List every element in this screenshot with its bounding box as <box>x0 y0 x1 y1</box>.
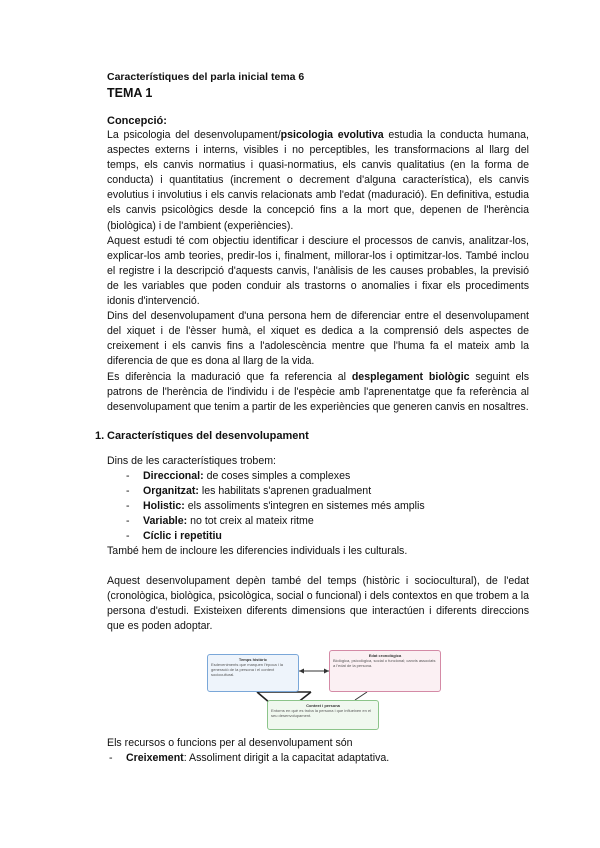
list-item <box>107 751 529 766</box>
box-title: Edat cronològica <box>368 653 402 659</box>
item-term: Organitzat: <box>143 484 199 497</box>
concepcio-paragraph-2: Aquest estudi té com objectiu identificar i desciure el processos de canvis, analitzar-los, explicar-los amb teories, predir-los i, finalment, millorar-los i optimitzar-los. També inclou el registre i la descripció d'aquests canvis, l'anàlisis de les causes probables, la previsió de les variables que poden conduir als trastorns o anomalies i fixar els procediments idonis d'intervenció. <box>107 234 529 308</box>
section-number: 1. <box>95 429 105 442</box>
diagram-box-edat <box>329 650 441 692</box>
tema-heading: TEMA 1 <box>107 86 153 100</box>
list-item <box>107 499 529 514</box>
dash: - <box>126 514 130 527</box>
item-desc: de coses simples a complexes <box>203 469 351 482</box>
item-desc: els assoliments s'integren en sistemes més amplis <box>184 499 425 512</box>
bold-term: desplegament biològic <box>351 370 470 383</box>
section-title: Característiques del desenvolupament <box>107 429 309 442</box>
item-term: Creixement <box>126 752 184 765</box>
dash: - <box>126 469 130 482</box>
dimensions-paragraph: Aquest desenvolupament depèn també del temps (històric i sociocultural), de l'edat (cronològica, biològica, psicològica, social o funcional) i dels contextos en que trobem a la persona d'estudi. Existeixen diferents dimensions que interactúen i diferents direccions que es poden adoptar. <box>107 574 529 633</box>
section-1-heading <box>95 429 529 443</box>
concepcio-paragraph-1 <box>107 128 529 234</box>
characteristics-intro: Dins de les característiques trobem: <box>107 454 276 467</box>
bold-term: psicologia evolutiva <box>280 129 384 141</box>
concepcio-paragraph-4 <box>107 370 529 415</box>
diagram-box-temps <box>207 654 299 692</box>
text-span: seguint els patrons de l'herència de l'individu i de l'espècie amb l'aprenentatge que fa referència al desenvolupament que tenim a partir de les experiències que generen canvis en nosaltres. <box>107 370 529 413</box>
dash: - <box>126 484 130 497</box>
dash: - <box>109 752 113 765</box>
dimensions-diagram <box>207 644 443 730</box>
text-span: Es diferència la maduració que fa referencia al <box>107 370 352 383</box>
list-item <box>107 469 529 484</box>
concepcio-paragraph-3: Dins del desenvolupament d'una persona hem de diferenciar entre el desenvolupament del xiquet i de l'èsser humà, el xiquet es dedica a la comprensió dels aspectes de creixement i els canvis fins a l'adolescència mentre que l'huma fa el mateix amb la diferencia de que es dona al llarg de la vida. <box>107 310 529 368</box>
box-text: Entorns en què es troba la persona i que influeixen en el seu desenvolupament. <box>271 708 372 719</box>
list-item <box>107 529 529 544</box>
list-item <box>107 484 529 499</box>
concepcio-heading: Concepció: <box>107 115 167 127</box>
item-desc: : Assoliment dirigit a la capacitat adaptativa. <box>183 752 390 765</box>
list-item <box>107 514 529 529</box>
box-title: Temps històric <box>238 657 268 663</box>
item-desc: les habilitats s'aprenen gradualment <box>198 484 372 497</box>
item-term: Variable: <box>143 514 188 527</box>
after-list-text: També hem de incloure les diferencies individuals i les culturals. <box>107 544 408 557</box>
text-span: La psicologia del desenvolupament/ <box>107 129 281 141</box>
item-desc: no tot creix al mateix ritme <box>187 514 314 527</box>
item-term: Cíclic i repetitiu <box>143 529 222 542</box>
recursos-intro: Els recursos o funcions per al desenvolupament són <box>107 737 353 750</box>
item-term: Direccional: <box>143 469 204 482</box>
box-text: Biològica, psicològica, social o funcional; canvis associats a l'edat de la persona. <box>333 658 436 669</box>
document-page <box>95 70 529 766</box>
document-title: Característiques del parla inicial tema 6 <box>107 71 305 83</box>
text-span: estudia la conducta humana, aspectes externs i interns, visibles i no perceptibles, les transformacions al llarg del temps, els canvis normatius i quasi-normatius, els canvis qualitatius (en la forma de conducta) i quantitatius (increment o decrement d'alguna característica), els canvis evolutius i involutius i els canvis relacionats amb l'edat (maduració). En definitiva, estudia els canvis psicològics desde la concepció fins a la mort que, depenen de l'herència (biològica) i de l'ambient (experiències). <box>107 129 529 232</box>
characteristics-list <box>107 469 529 544</box>
diagram-box-context <box>267 700 379 730</box>
recursos-list <box>107 751 529 766</box>
dash: - <box>126 499 130 512</box>
dash: - <box>126 529 130 542</box>
box-text: Esdeveniments que marquen l'època i la generació de la persona i el context sociocultural. <box>211 662 283 678</box>
item-term: Holistic: <box>143 499 185 512</box>
box-title: Context i persona <box>306 703 340 709</box>
